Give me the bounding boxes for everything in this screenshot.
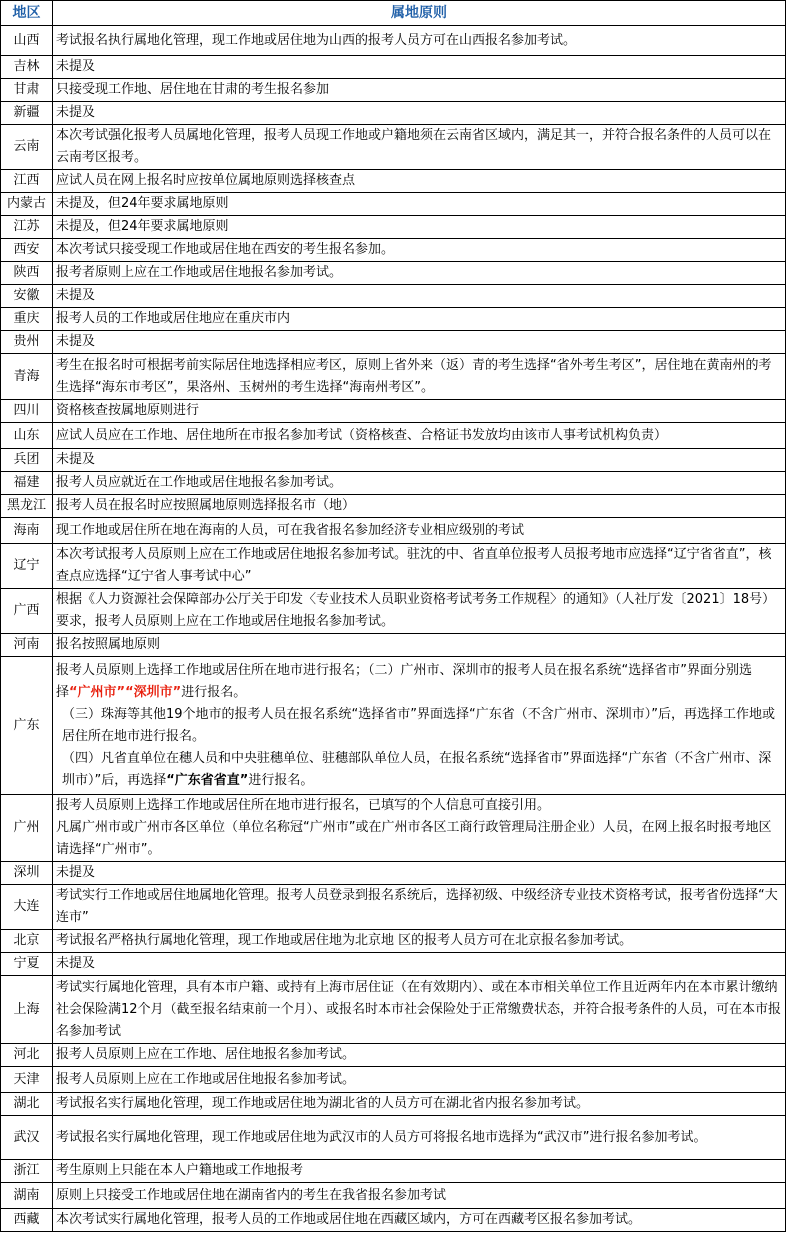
table-row	[1, 216, 786, 239]
rule-cell: 考试报名实行属地化管理，现工作地或居住地为武汉市的人员方可将报名地市选择为“武汉市”进行报名参加考试。	[53, 1116, 786, 1160]
rule-cell: 考试报名实行属地化管理，现工作地或居住地为湖北省的人员方可在湖北省内报名参加考试。	[53, 1093, 786, 1116]
rule-cell: 本次考试只接受现工作地或居住地在西安的考生报名参加。	[53, 239, 786, 262]
table-row	[1, 354, 786, 400]
rule-paragraph	[56, 748, 782, 792]
rule-paragraph: （三）珠海等其他19个地市的报考人员在报名系统“选择省市”界面选择“广东省（不含广州市、深圳市）”后，再选择工作地或居住所在地市进行报名。	[62, 706, 775, 744]
table-row	[1, 1044, 786, 1067]
region-cell: 深圳	[1, 862, 53, 885]
region-cell: 四川	[1, 400, 53, 423]
table-row	[1, 1067, 786, 1093]
rule-cell: 考试报名严格执行属地化管理，现工作地或居住地为北京地 区的报考人员方可在北京报名参加考试。	[53, 930, 786, 953]
region-cell: 北京	[1, 930, 53, 953]
region-cell: 内蒙古	[1, 193, 53, 216]
table-row	[1, 56, 786, 79]
rule-paragraph	[56, 660, 782, 704]
rule-cell: 考生在报名时可根据考前实际居住地选择相应考区，原则上省外来（返）青的考生选择“省外考生考区”，居住地在黄南州的考生选择“海东市考区”，果洛州、玉树州的考生选择“海南州考区”。	[53, 354, 786, 400]
table-row	[1, 518, 786, 544]
table-row	[1, 1116, 786, 1160]
region-cell: 河北	[1, 1044, 53, 1067]
table-row	[1, 400, 786, 423]
region-cell: 广西	[1, 589, 53, 634]
table-row	[1, 976, 786, 1044]
rule-paragraph: 凡属广州市或广州市各区单位（单位名称冠“广州市”或在广州市各区工商行政管理局注册企业）人员，在网上报名时报考地区请选择“广州市”。	[56, 820, 772, 857]
rule-cell: 本次考试报考人员原则上应在工作地或居住地报名参加考试。驻沈的中、省直单位报考人员报考地市应选择“辽宁省省直”，核查点应选择“辽宁省人事考试中心”	[53, 544, 786, 589]
table-row	[1, 862, 786, 885]
region-cell: 黑龙江	[1, 495, 53, 518]
region-cell: 天津	[1, 1067, 53, 1093]
rule-cell: 报考人员原则上应在工作地、居住地报名参加考试。	[53, 1044, 786, 1067]
table-row	[1, 589, 786, 634]
region-cell: 武汉	[1, 1116, 53, 1160]
table-row	[1, 170, 786, 193]
rule-text: 进行报名。	[248, 772, 314, 788]
rule-cell: 未提及	[53, 953, 786, 976]
rule-cell: 未提及	[53, 862, 786, 885]
rule-cell	[53, 657, 786, 795]
rule-cell: 考试实行工作地或居住地属地化管理。报考人员登录到报名系统后，选择初级、中级经济专业技术资格考试，报考省份选择“大连市”	[53, 885, 786, 930]
region-cell: 兵团	[1, 449, 53, 472]
rule-cell	[53, 795, 786, 862]
rule-cell: 原则上只接受工作地或居住地在湖南省内的考生在我省报名参加考试	[53, 1183, 786, 1209]
table-row	[1, 1183, 786, 1209]
rule-cell: 未提及	[53, 102, 786, 125]
rule-cell: 考生原则上只能在本人户籍地或工作地报考	[53, 1160, 786, 1183]
region-cell: 广州	[1, 795, 53, 862]
rule-cell: 报考人员原则上应在工作地或居住地报名参加考试。	[53, 1067, 786, 1093]
table-row	[1, 885, 786, 930]
region-cell: 西安	[1, 239, 53, 262]
highlight-text: “广州市”“深圳市”	[69, 684, 182, 700]
region-cell: 海南	[1, 518, 53, 544]
table-row	[1, 285, 786, 308]
table-row	[1, 239, 786, 262]
table-row	[1, 953, 786, 976]
rule-cell: 未提及，但24年要求属地原则	[53, 193, 786, 216]
table-row	[1, 102, 786, 125]
table-row	[1, 795, 786, 862]
region-cell: 重庆	[1, 308, 53, 331]
table-row	[1, 125, 786, 170]
region-cell: 云南	[1, 125, 53, 170]
table-row	[1, 26, 786, 56]
table-row	[1, 79, 786, 102]
region-cell: 辽宁	[1, 544, 53, 589]
bold-text: “广东省省直”	[166, 772, 249, 788]
region-cell: 吉林	[1, 56, 53, 79]
table-body	[1, 26, 786, 1232]
region-cell: 湖南	[1, 1183, 53, 1209]
rule-text: 进行报名。	[181, 684, 247, 700]
rule-paragraph: 报考人员原则上选择工作地或居住所在地市进行报名，已填写的个人信息可直接引用。	[56, 798, 551, 813]
rule-text: 报考人员原则上选择工作地或居住所在地市进行报名；（二）广州市、深圳市的报考人员在报名系统“选择省市”界面分别选择	[56, 662, 752, 700]
table-row	[1, 193, 786, 216]
rule-cell: 未提及，但24年要求属地原则	[53, 216, 786, 239]
rule-cell: 报名按照属地原则	[53, 634, 786, 657]
region-cell: 上海	[1, 976, 53, 1044]
region-cell: 广东	[1, 657, 53, 795]
region-cell: 福建	[1, 472, 53, 495]
rule-cell: 应试人员应在工作地、居住地所在市报名参加考试（资格核查、合格证书发放均由该市人事考试机构负责）	[53, 423, 786, 449]
table-row	[1, 930, 786, 953]
rule-cell: 现工作地或居住所在地在海南的人员，可在我省报名参加经济专业相应级别的考试	[53, 518, 786, 544]
table-row	[1, 308, 786, 331]
rule-cell: 考试报名执行属地化管理，现工作地或居住地为山西的报考人员方可在山西报名参加考试。	[53, 26, 786, 56]
region-cell: 江西	[1, 170, 53, 193]
table-row	[1, 634, 786, 657]
rule-cell: 考试实行属地化管理，具有本市户籍、或持有上海市居住证（在有效期内）、或在本市相关单位工作且近两年内在本市累计缴纳社会保险满12个月（截至报名结束前一个月）、或报名时本市社会保险处于正常缴费状态，并符合报考条件的人员，可在本市报名参加考试	[53, 976, 786, 1044]
rule-cell: 只接受现工作地、居住地在甘肃的考生报名参加	[53, 79, 786, 102]
region-cell: 新疆	[1, 102, 53, 125]
rule-text: （四）凡省直单位在穗人员和中央驻穗单位、驻穗部队单位人员，在报名系统“选择省市”界面选择“广东省（不含广州市、深圳市）”后，再选择	[62, 750, 772, 788]
rule-cell: 本次考试实行属地化管理，报考人员的工作地或居住地在西藏区域内，方可在西藏考区报名参加考试。	[53, 1209, 786, 1232]
region-cell: 浙江	[1, 1160, 53, 1183]
rule-cell: 报考人员应就近在工作地或居住地报名参加考试。	[53, 472, 786, 495]
table-row	[1, 262, 786, 285]
rule-cell: 本次考试强化报考人员属地化管理，报考人员现工作地或户籍地须在云南省区域内，满足其一，并符合报名条件的人员可以在云南考区报考。	[53, 125, 786, 170]
rule-cell: 根据《人力资源社会保障部办公厅关于印发〈专业技术人员职业资格考试考务工作规程〉的通知》（人社厅发〔2021〕18号）要求，报考人员原则上应在工作地或居住地报名参加考试。	[53, 589, 786, 634]
table-header-row	[1, 1, 786, 26]
rule-cell: 报考人员的工作地或居住地应在重庆市内	[53, 308, 786, 331]
table-row	[1, 544, 786, 589]
rule-cell: 未提及	[53, 285, 786, 308]
rule-cell: 应试人员在网上报名时应按单位属地原则选择核查点	[53, 170, 786, 193]
region-cell: 甘肃	[1, 79, 53, 102]
rule-cell: 未提及	[53, 331, 786, 354]
rule-cell: 资格核查按属地原则进行	[53, 400, 786, 423]
region-cell: 河南	[1, 634, 53, 657]
table-row	[1, 472, 786, 495]
region-cell: 湖北	[1, 1093, 53, 1116]
region-cell: 山西	[1, 26, 53, 56]
rule-cell: 报考者原则上应在工作地或居住地报名参加考试。	[53, 262, 786, 285]
table-row	[1, 449, 786, 472]
region-cell: 宁夏	[1, 953, 53, 976]
header-region: 地区	[1, 1, 53, 26]
region-cell: 安徽	[1, 285, 53, 308]
region-cell: 贵州	[1, 331, 53, 354]
table-row	[1, 423, 786, 449]
rule-cell: 报考人员在报名时应按照属地原则选择报名市（地）	[53, 495, 786, 518]
header-rule: 属地原则	[53, 1, 786, 26]
table-row	[1, 1160, 786, 1183]
rule-cell: 未提及	[53, 449, 786, 472]
region-cell: 山东	[1, 423, 53, 449]
rule-cell: 未提及	[53, 56, 786, 79]
table-row	[1, 1093, 786, 1116]
region-cell: 江苏	[1, 216, 53, 239]
table-row	[1, 657, 786, 795]
table-row	[1, 1209, 786, 1232]
region-cell: 青海	[1, 354, 53, 400]
region-cell: 大连	[1, 885, 53, 930]
table-row	[1, 495, 786, 518]
region-cell: 陕西	[1, 262, 53, 285]
region-cell: 西藏	[1, 1209, 53, 1232]
table-row	[1, 331, 786, 354]
